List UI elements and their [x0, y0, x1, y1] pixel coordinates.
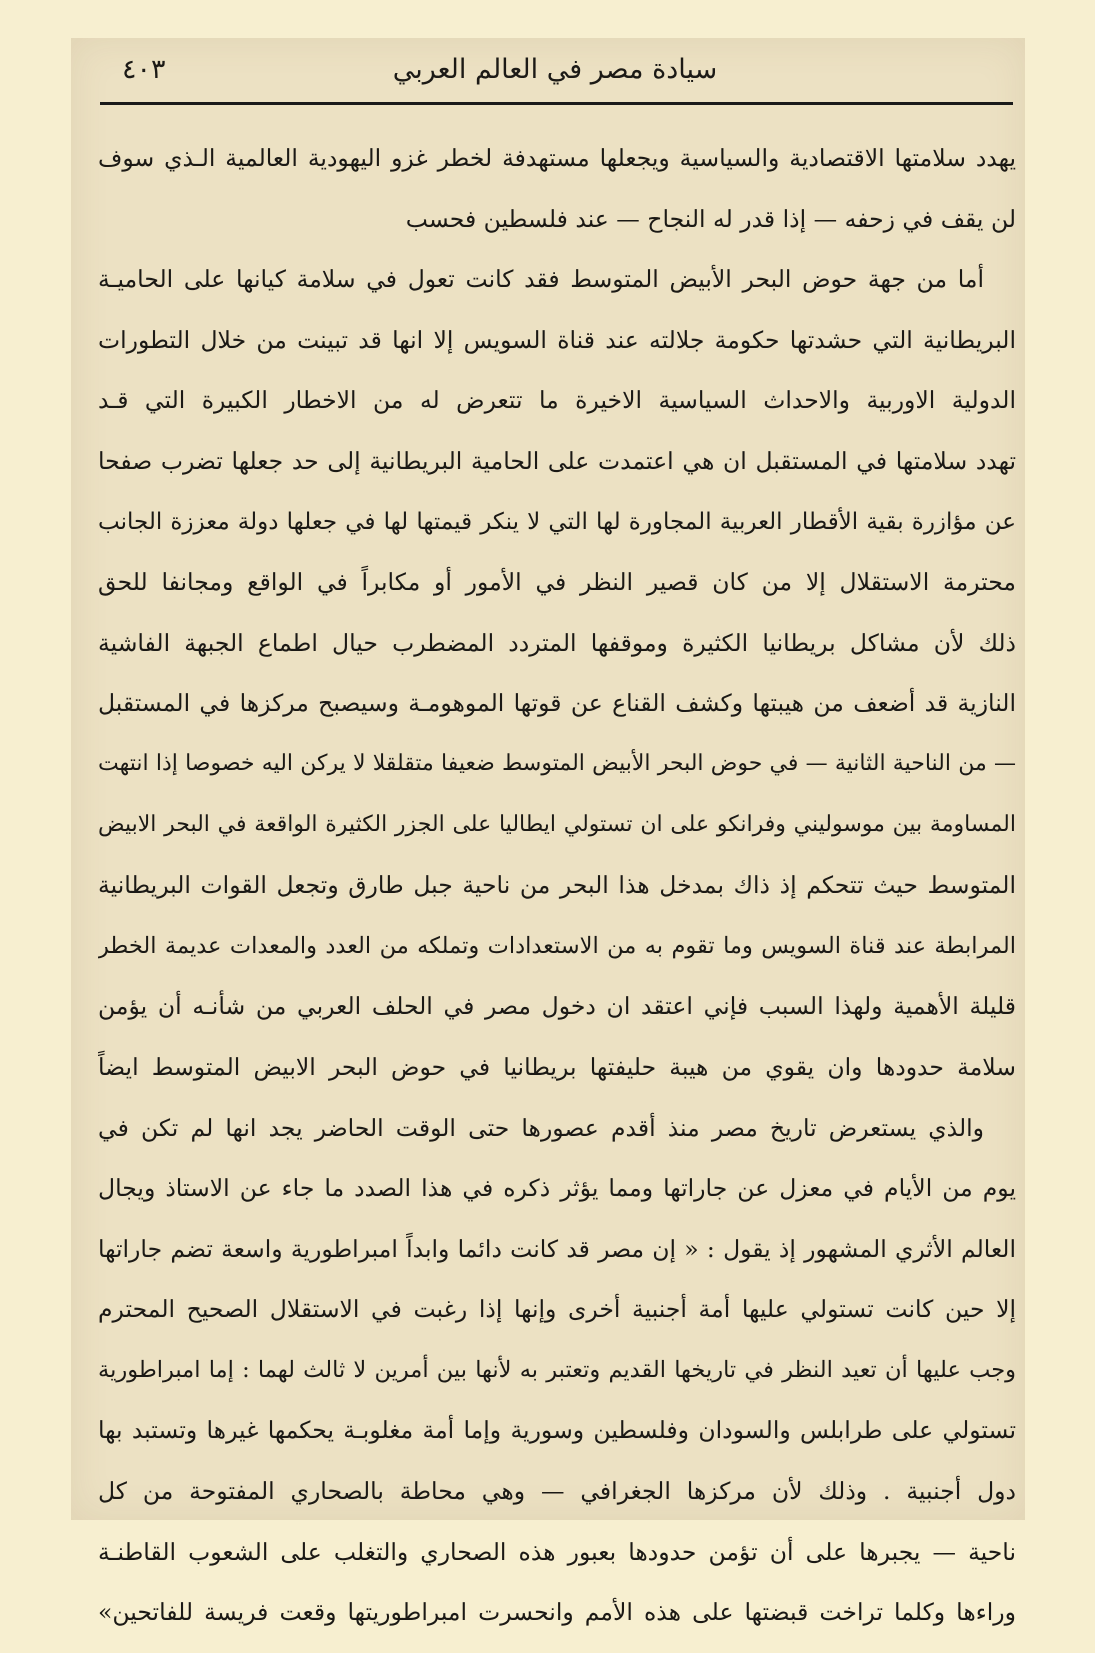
page-header [100, 48, 1010, 98]
text-line: النازية قد أضعف من هيبتها وكشف القناع عن قوتها الموهومـة وسيصبح مركزها في المستقبل [98, 689, 1016, 718]
text-line: المساومة بين موسوليني وفرانكو على ان تستولي ايطاليا على الجزر الكثيرة الواقعة في البحر الابيض [98, 811, 1016, 837]
text-line: أما من جهة حوض البحر الأبيض المتوسط فقد كانت تعول في سلامة كيانها على الحاميـة [98, 265, 984, 294]
text-line: عن مؤازرة بقية الأقطار العربية المجاورة لها التي لا ينكر قيمتها لها في جعلها دولة معززة الجانب [98, 508, 1016, 535]
text-line: يهدد سلامتها الاقتصادية والسياسية ويجعلها مستهدفة لخطر غزو اليهودية العالمية الـذي سوف [98, 144, 1016, 172]
text-line: — من الناحية الثانية — في حوض البحر الأبيض المتوسط ضعيفا متقلقلا لا يركن اليه خصوصا إذا انتهت [98, 750, 1016, 776]
text-line: ناحية — يجبرها على أن تؤمن حدودها بعبور هذه الصحاري والتغلب على الشعوب القاطنـة [98, 1537, 1016, 1566]
text-line: سلامة حدودها وان يقوي من هيبة حليفتها بريطانيا في حوض البحر الابيض المتوسط ايضاً [98, 1052, 1016, 1081]
text-line: قليلة الأهمية ولهذا السبب فإني اعتقد ان دخول مصر في الحلف العربي من شأنـه أن يؤمن [98, 992, 1016, 1021]
body-text [98, 128, 1016, 1643]
text-line: يوم من الأيام في معزل عن جاراتها ومما يؤثر ذكره في هذا الصدد ما جاء عن الاستاذ ويجال [98, 1174, 1016, 1203]
text-line: الدولية الاوربية والاحداث السياسية الاخيرة ما تتعرض له من الاخطار الكبيرة التي قـد [98, 386, 1016, 415]
header-rule [100, 102, 1013, 105]
text-line: المتوسط حيث تتحكم إذ ذاك بمدخل هذا البحر من ناحية جبل طارق وتجعل القوات البريطانية [98, 871, 1016, 900]
text-line: البريطانية التي حشدتها حكومة جلالته عند قناة السويس إلا انها قد تبينت من خلال التطورات [98, 325, 1016, 354]
text-line: والذي يستعرض تاريخ مصر منذ أقدم عصورها حتى الوقت الحاضر يجد انها لم تكن في [98, 1113, 984, 1142]
text-line: وراءها وكلما تراخت قبضتها على هذه الأمم وانحسرت امبراطوريتها وقعت فريسة للفاتحين» [98, 1598, 1016, 1627]
text-line: إلا حين كانت تستولي عليها أمة أجنبية أخرى وإنها إذا رغبت في الاستقلال الصحيح المحترم [98, 1295, 1016, 1324]
text-line: تستولي على طرابلس والسودان وفلسطين وسورية وإما أمة مغلوبـة يحكمها غيرها وتستبد بها [98, 1416, 1016, 1445]
text-line: وجب عليها أن تعيد النظر في تاريخها القديم وتعتبر به لأنها بين أمرين لا ثالث لهما : إما امبراطورية [98, 1356, 1016, 1383]
text-line: المرابطة عند قناة السويس وما تقوم به من الاستعدادات وتملكه من العدد والمعدات عديمة الخطر [98, 932, 1016, 959]
text-line: دول أجنبية . وذلك لأن مركزها الجغرافي — وهي محاطة بالصحاري المفتوحة من كل [98, 1477, 1016, 1506]
page-number: ٤٠٣ [122, 54, 166, 85]
running-title: سيادة مصر في العالم العربي [392, 54, 718, 85]
text-line: تهدد سلامتها في المستقبل ان هي اعتمدت على الحامية البريطانية إلى حد جعلها تضرب صفحا [98, 446, 1016, 475]
text-line: محترمة الاستقلال إلا من كان قصير النظر في الأمور أو مكابراً في الواقع ومجانفا للحق [98, 568, 1016, 597]
text-line: ذلك لأن مشاكل بريطانيا الكثيرة وموقفها المتردد المضطرب حيال اطماع الجبهة الفاشية [98, 628, 1016, 657]
text-line: العالم الأثري المشهور إذ يقول : « إن مصر قد كانت دائما وابداً امبراطورية واسعة تضم جاراتها [98, 1234, 1016, 1263]
text-line: لن يقف في زحفه — إذا قدر له النجاح — عند فلسطين فحسب [405, 204, 1016, 233]
